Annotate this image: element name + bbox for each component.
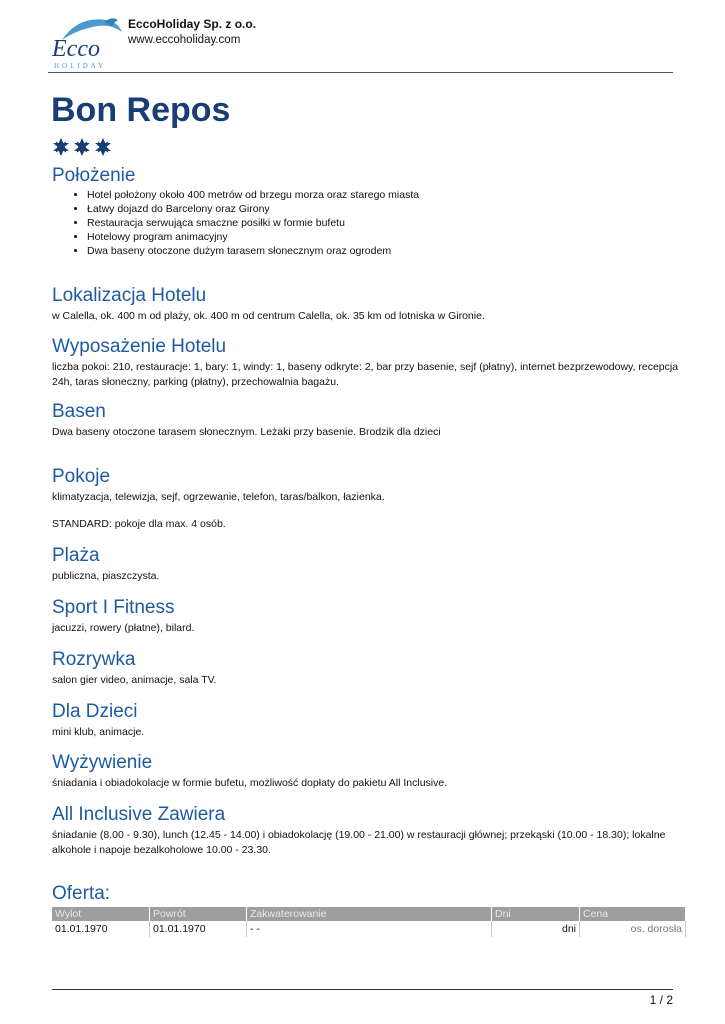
section-rozrywka	[52, 650, 682, 688]
section-oferta	[52, 884, 682, 905]
page-footer	[52, 989, 673, 1007]
offer-table	[52, 907, 686, 937]
section-polozenie	[52, 166, 682, 258]
section-plaza	[52, 546, 682, 584]
section-sport	[52, 598, 682, 636]
star-icon	[72, 137, 92, 157]
column-header-cena: Cena	[580, 907, 686, 921]
section-text: mini klub, animacje.	[52, 725, 145, 738]
company-website: www.eccoholiday.com	[128, 34, 241, 46]
section-heading: Wyposażenie Hotelu	[52, 336, 227, 357]
section-text: salon gier video, animacje, sala TV.	[52, 673, 217, 686]
section-heading: Pokoje	[52, 466, 111, 487]
section-heading: Lokalizacja Hotelu	[52, 285, 207, 306]
section-heading: Sport I Fitness	[52, 597, 175, 618]
section-text: publiczna, piaszczysta.	[52, 569, 160, 582]
section-heading: Basen	[52, 401, 106, 422]
table-header-row	[52, 907, 686, 921]
section-heading: Położenie	[52, 165, 136, 186]
column-header-powrot: Powrót	[150, 907, 247, 921]
section-lokalizacja	[52, 286, 682, 324]
hotel-title: Bon Repos	[51, 91, 231, 129]
section-text: liczba pokoi: 210, restauracje: 1, bary: 1, windy: 1, baseny odkryte: 2, bar przy basenie, sejf (płatny), internet bezprzewodowy, recepcja 24h, taras słoneczny, parking (płatny), przechowalnia bagażu.	[52, 360, 679, 388]
list-item: • Hotelowy program animacyjny	[87, 230, 682, 244]
column-header-wylot: Wylot	[52, 907, 150, 921]
list-item: • Hotel położony około 400 metrów od brzegu morza oraz starego miasta	[87, 188, 682, 202]
star-icon	[51, 137, 71, 157]
polozenie-list	[52, 188, 682, 258]
column-header-dni: Dni	[492, 907, 580, 921]
section-heading: Wyżywienie	[52, 752, 153, 773]
section-text: śniadanie (8.00 - 9.30), lunch (12.45 - 14.00) i obiadokolację (19.00 - 21.00) w restauracji głównej; przekąski (10.00 - 18.30); lokalne alkohole i napoje bezalkoholowe 10.00 - 23.30.	[52, 828, 666, 856]
section-text: w Calella, ok. 400 m od plaży, ok. 400 m od centrum Calella, ok. 35 km od lotniska w Gironie.	[52, 309, 485, 322]
section-heading: Dla Dzieci	[52, 701, 138, 722]
section-basen	[52, 402, 682, 440]
section-heading: All Inclusive Zawiera	[52, 804, 226, 825]
section-text: Dwa baseny otoczone tarasem słonecznym. Leżaki przy basenie. Brodzik dla dzieci	[52, 425, 441, 438]
section-dzieci	[52, 702, 682, 740]
ecco-holiday-logo	[48, 14, 124, 70]
section-heading: Rozrywka	[52, 649, 136, 670]
list-item: • Łatwy dojazd do Barcelony oraz Girony	[87, 202, 682, 216]
cell-cena: os. dorosła	[580, 921, 686, 937]
hotel-stars	[51, 137, 113, 157]
svg-text:Ecco: Ecco	[52, 36, 100, 62]
cell-powrot: 01.01.1970	[150, 921, 247, 937]
cell-zakwaterowanie: - -	[247, 921, 492, 937]
section-wyposazenie	[52, 337, 682, 390]
section-allinclusive	[52, 805, 682, 858]
section-heading: Plaża	[52, 545, 100, 566]
section-pokoje	[52, 467, 682, 532]
offer-heading: Oferta:	[52, 883, 111, 904]
cell-dni: dni	[492, 921, 580, 937]
section-text: klimatyzacja, telewizja, sejf, ogrzewanie, telefon, taras/balkon, łazienka.	[52, 490, 385, 503]
svg-text:HOLIDAY: HOLIDAY	[54, 62, 107, 70]
list-item: • Dwa baseny otoczone dużym tarasem słonecznym oraz ogrodem	[87, 244, 682, 258]
table-row	[52, 921, 686, 937]
column-header-zakwaterowanie: Zakwaterowanie	[247, 907, 492, 921]
cell-wylot: 01.01.1970	[52, 921, 150, 937]
page-number: 1 / 2	[649, 993, 673, 1007]
section-text: jacuzzi, rowery (płatne), bilard.	[52, 621, 195, 634]
list-item: • Restauracja serwująca smaczne posiłki w formie bufetu	[87, 216, 682, 230]
star-icon	[93, 137, 113, 157]
section-text: STANDARD: pokoje dla max. 4 osób.	[52, 517, 226, 530]
section-text: śniadania i obiadokolacje w formie bufetu, możliwość dopłaty do pakietu All Inclusive.	[52, 776, 448, 789]
section-wyzywienie	[52, 753, 682, 791]
page-header	[48, 14, 673, 73]
company-name: EccoHoliday Sp. z o.o.	[128, 17, 257, 31]
